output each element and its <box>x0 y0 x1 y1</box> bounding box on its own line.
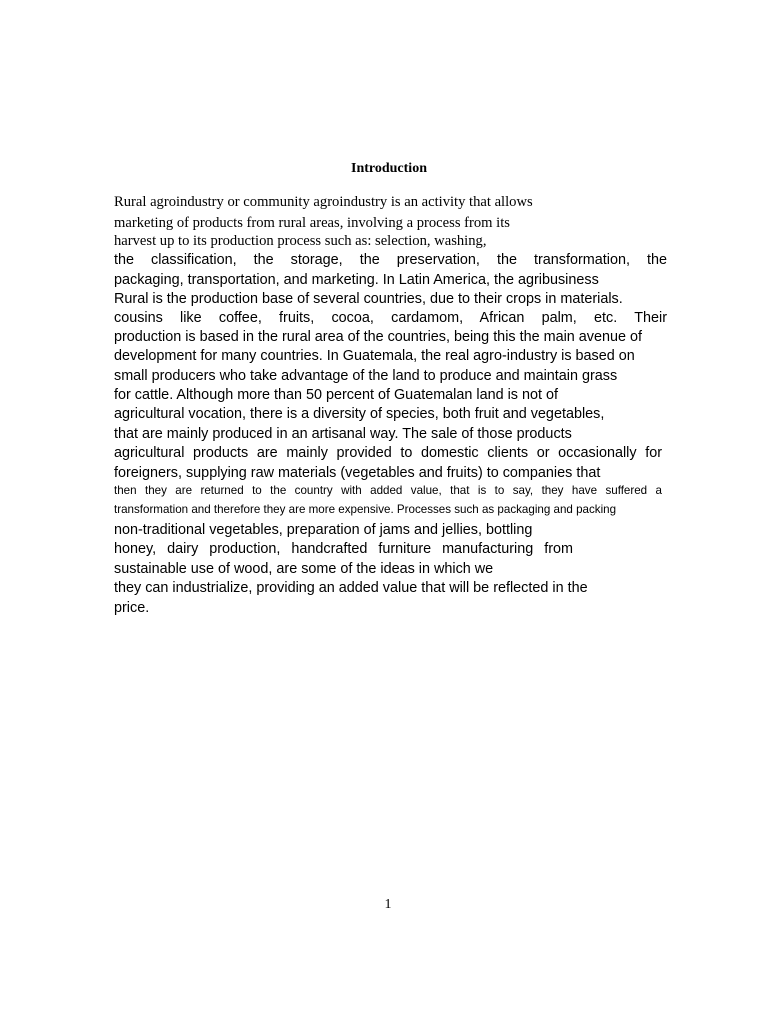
paragraph-line: small producers who take advantage of the land to produce and maintain grass <box>114 368 618 384</box>
paragraph-line: cousins like coffee, fruits, cocoa, cardamom, African palm, etc. Their <box>114 310 667 326</box>
paragraph-line: they can industrialize, providing an added value that will be reflected in the <box>114 580 588 596</box>
paragraph-line: price. <box>114 600 150 616</box>
paragraph-line: agricultural vocation, there is a diversity of species, both fruit and vegetables, <box>114 406 605 422</box>
page-title: Introduction <box>351 161 427 176</box>
paragraph-line: honey, dairy production, handcrafted furniture manufacturing from <box>114 541 573 557</box>
paragraph-line: development for many countries. In Guatemala, the real agro-industry is based on <box>114 348 635 364</box>
paragraph-line: Rural is the production base of several countries, due to their crops in materials. <box>114 291 623 307</box>
paragraph-line: packaging, transportation, and marketing. In Latin America, the agribusiness <box>114 272 599 288</box>
paragraph-line: sustainable use of wood, are some of the ideas in which we <box>114 561 494 577</box>
paragraph-line: then they are returned to the country with added value, that is to say, they have suffered a <box>114 484 662 497</box>
paragraph-line: foreigners, supplying raw materials (vegetables and fruits) to companies that <box>114 465 601 481</box>
page-number: 1 <box>384 897 392 912</box>
paragraph-line: production is based in the rural area of the countries, being this the main avenue of <box>114 329 642 345</box>
paragraph-line: that are mainly produced in an artisanal way. The sale of those products <box>114 426 572 442</box>
paragraph-line: Rural agroindustry or community agroindustry is an activity that allows <box>114 194 533 210</box>
paragraph-line: transformation and therefore they are more expensive. Processes such as packaging and packing <box>114 503 617 516</box>
paragraph-line: non-traditional vegetables, preparation of jams and jellies, bottling <box>114 522 533 538</box>
paragraph-line: marketing of products from rural areas, involving a process from its <box>114 215 510 231</box>
paragraph-line: agricultural products are mainly provided to domestic clients or occasionally for <box>114 445 662 461</box>
paragraph-line: for cattle. Although more than 50 percent of Guatemalan land is not of <box>114 387 558 403</box>
paragraph-line: the classification, the storage, the preservation, the transformation, the <box>114 252 667 268</box>
paragraph-line: harvest up to its production process such as: selection, washing, <box>114 233 487 249</box>
